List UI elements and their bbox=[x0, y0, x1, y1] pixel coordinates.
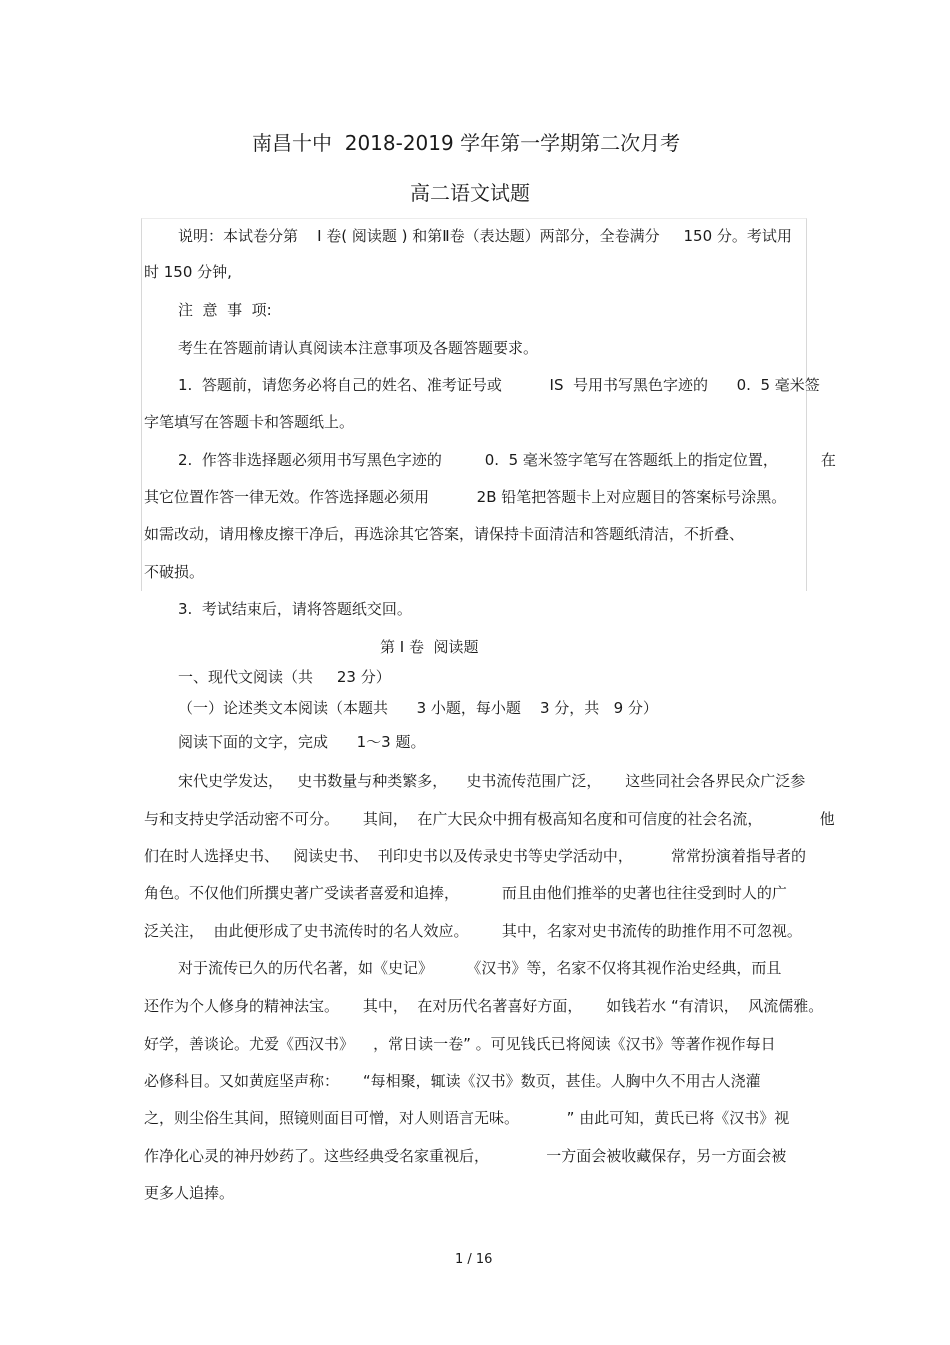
notice-line: 1. 答题前，请您务必将自己的姓名、准考证号或 IS 号用书写黑色字迹的 0. 5 毫米签 bbox=[178, 376, 820, 394]
passage-line: 更多人追捧。 bbox=[144, 1184, 235, 1202]
exam-title: 南昌十中 2018-2019 学年第一学期第二次月考 bbox=[252, 131, 681, 155]
passage-line: 必修科目。又如黄庭坚声称： “每相聚，辄读《汉书》数页，甚佳。人胸中久不用古人浇灌 bbox=[144, 1072, 761, 1090]
notice-line: 其它位置作答一律无效。作答选择题必须用 2B 铅笔把答题卡上对应题目的答案标号涂黑。 bbox=[144, 488, 787, 506]
passage-line: 们在时人选择史书、 阅读史书、 刊印史书以及传录史书等史学活动中， 常常扮演着指导者的 bbox=[144, 847, 806, 865]
subpart-title: （一）论述类文本阅读（本题共 3 小题，每小题 3 分，共 9 分） bbox=[178, 699, 658, 717]
notice-line: 时 150 分钟, bbox=[144, 263, 232, 281]
notice-line: 说明：本试卷分第 Ⅰ 卷( 阅读题 ) 和第Ⅱ卷（表达题）两部分，全卷满分 150 分。考试用 bbox=[178, 227, 792, 245]
volume-title: 第 Ⅰ 卷 阅读题 bbox=[380, 638, 479, 656]
passage-line: 还作为个人修身的精神法宝。 其中， 在对历代名著喜好方面， 如钱若水 “有清识， 风流儒雅。 bbox=[144, 997, 824, 1015]
notice-line: 不破损。 bbox=[144, 563, 205, 581]
reading-instruction: 阅读下面的文字，完成 1～3 题。 bbox=[178, 733, 426, 751]
passage-line: 宋代史学发达， 史书数量与种类繁多， 史书流传范围广泛， 这些同社会各界民众广泛参 bbox=[178, 772, 806, 790]
notice-line: 注 意 事 项: bbox=[178, 301, 272, 319]
notice-line: 2. 作答非选择题必须用书写黑色字迹的 0. 5 毫米签字笔写在答题纸上的指定位置， 在 bbox=[178, 451, 836, 469]
passage-line: 之，则尘俗生其间，照镜则面目可憎，对人则语言无味。 ” 由此可知，黄氏已将《汉书》视 bbox=[144, 1109, 790, 1127]
passage-line: 与和支持史学活动密不可分。 其间， 在广大民众中拥有极高知名度和可信度的社会名流， 他 bbox=[144, 810, 835, 828]
exam-subtitle: 高二语文试题 bbox=[410, 181, 530, 205]
passage-line: 好学，善谈论。尤爱《西汉书》 ，常日读一卷” 。可见钱氏已将阅读《汉书》等著作视作每日 bbox=[144, 1035, 776, 1053]
notice-line: 如需改动，请用橡皮擦干净后，再选涂其它答案，请保持卡面清洁和答题纸清洁，不折叠、 bbox=[144, 525, 745, 543]
passage-line: 角色。不仅他们所撰史著广受读者喜爱和追捧， 而且由他们推举的史著也往往受到时人的广 bbox=[144, 884, 787, 902]
part-title: 一、现代文阅读（共 23 分） bbox=[178, 668, 391, 686]
notice-line: 考生在答题前请认真阅读本注意事项及各题答题要求。 bbox=[178, 339, 539, 357]
notice-line: 字笔填写在答题卡和答题纸上。 bbox=[144, 413, 355, 431]
passage-line: 泛关注， 由此便形成了史书流传时的名人效应。 其中，名家对史书流传的助推作用不可忽视。 bbox=[144, 922, 802, 940]
page-number: 1 / 16 bbox=[455, 1252, 493, 1267]
passage-line: 对于流传已久的历代名著，如《史记》 《汉书》等，名家不仅将其视作治史经典，而且 bbox=[178, 959, 782, 977]
passage-line: 作净化心灵的神丹妙药了。这些经典受名家重视后， 一方面会被收藏保存，另一方面会被 bbox=[144, 1147, 787, 1165]
notice-line: 3. 考试结束后，请将答题纸交回。 bbox=[178, 600, 412, 618]
